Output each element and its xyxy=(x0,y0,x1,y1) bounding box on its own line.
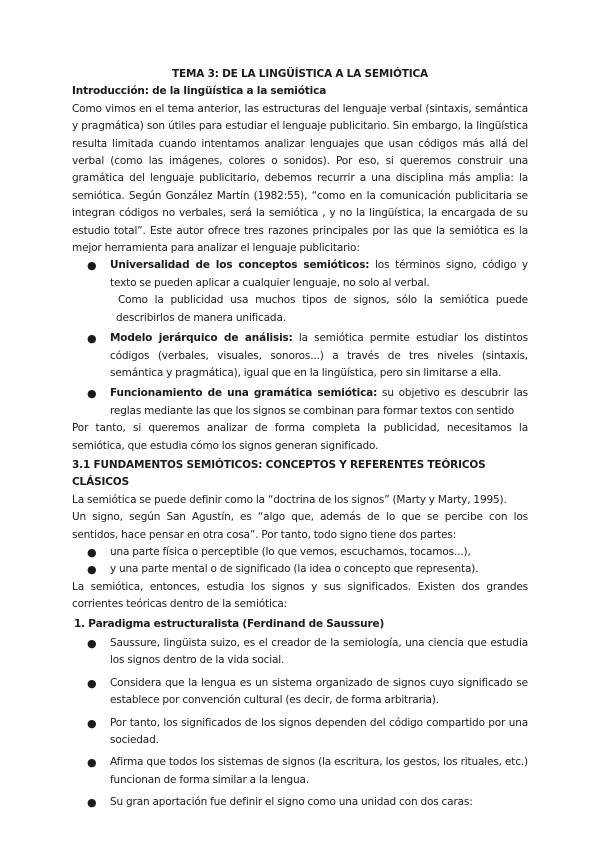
list-item xyxy=(72,385,528,420)
bullet-icon: ● xyxy=(87,676,97,690)
reasons-list xyxy=(72,257,528,292)
list-item-text: Considera que la lengua es un sistema organizado de signos cuyo significado se establece por convención cultural (es decir, de forma arbitraria). xyxy=(110,676,528,707)
list-item-text: Saussure, lingüista suizo, es el creador de la semiología, una ciencia que estudia los signos dentro de la vida social. xyxy=(110,637,528,667)
section-heading: 3.1 FUNDAMENTOS SEMIÓTICOS: CONCEPTOS Y REFERENTES TEÓRICOS CLÁSICOS xyxy=(72,458,486,489)
list-item xyxy=(72,544,528,561)
list-item xyxy=(72,561,528,578)
paradigm-points-list xyxy=(72,635,528,812)
section-paragraph: Un signo, según San Agustín, es “algo que, además de lo que se percibe con los sentidos, hace pensar en otra cosa”. Por tanto, todo signo tiene dos partes: xyxy=(72,511,528,541)
document-title: TEMA 3: DE LA LINGÜÍSTICA A LA SEMIÓTICA xyxy=(171,68,429,80)
reason-text: la semiótica permite estudiar los distintos códigos (verbales, visuales, sonoros...) a través de tres niveles (sintaxis, semántica y pragmática), igual que en la lingüística, pero sin limitarse a ella. xyxy=(110,332,528,379)
reason-text: su objetivo es descubrir las reglas mediante las que los signos se combinan para formar textos con sentido xyxy=(110,387,528,417)
list-item-text: Por tanto, los significados de los signos dependen del código compartido por una sociedad. xyxy=(110,716,528,747)
reason-text: los términos signo, código y texto se pueden aplicar a cualquier lenguaje, no solo al verbal. xyxy=(110,259,528,289)
list-item xyxy=(72,754,528,789)
list-item-text: una parte física o perceptible (lo que vemos, escuchamos, tocamos...), xyxy=(110,545,471,558)
intro-paragraph: Como vimos en el tema anterior, las estructuras del lenguaje verbal (sintaxis, semántica y pragmática) son útiles para estudiar el lenguaje publicitario. Sin embargo, la lingüística resulta limitada cuando intentamos analizar lenguajes que usan códigos más allá del verbal (como las imágenes, colores o sonidos). Por eso, si queremos construir una gramática del lenguaje publicitario, debemos recurrir a una disciplina más amplia: la semiótica. Según González Martín (1982:55), “como en la comunicación publicitaria se integran códigos no verbales, será la semiótica , y no la lingüística, la encargada de su estudio total”. Este autor ofrece tres razones principales por las que la semiótica es la mejor herramienta para analizar el lenguaje publicitario: xyxy=(72,102,528,255)
list-item-text: Afirma que todos los sistemas de signos (la escritura, los gestos, los rituales, etc.) funcionan de forma similar a la lengua. xyxy=(110,756,528,786)
reasons-list-cont xyxy=(72,330,528,420)
bullet-icon: ● xyxy=(87,563,97,577)
reason-extra: Como la publicidad usa muchos tipos de signos, sólo la semiótica puede describirlos de manera unificada. xyxy=(116,294,528,324)
reason-term: Funcionamiento de una gramática semiótica: xyxy=(110,387,378,400)
bullet-icon: ● xyxy=(87,756,97,770)
section-paragraph: La semiótica se puede definir como la “doctrina de los signos” (Marty y Marty, 1995). xyxy=(72,493,507,506)
bullet-icon: ● xyxy=(87,545,97,559)
bullet-icon: ● xyxy=(87,332,97,346)
sign-parts-list xyxy=(72,544,528,579)
reason-term: Modelo jerárquico de análisis: xyxy=(110,332,293,345)
subsection-heading: 1. Paradigma estructuralista (Ferdinand de Saussure) xyxy=(74,617,385,630)
list-item xyxy=(72,330,528,382)
list-item xyxy=(72,675,528,710)
list-item xyxy=(72,635,528,670)
intro-conclusion: Por tanto, si queremos analizar de forma completa la publicidad, necesitamos la semiótica, que estudia cómo los signos generan significado. xyxy=(72,422,528,452)
list-item-text: y una parte mental o de significado (la idea o concepto que representa). xyxy=(110,563,479,576)
bullet-icon: ● xyxy=(87,637,97,650)
list-item xyxy=(72,715,528,750)
bullet-icon: ● xyxy=(87,387,97,401)
bullet-icon: ● xyxy=(87,259,97,273)
bullet-icon: ● xyxy=(87,796,97,810)
intro-heading: Introducción: de la lingüística a la semiótica xyxy=(72,85,327,98)
list-item xyxy=(72,257,528,292)
list-item xyxy=(72,794,528,811)
list-item-text: Su gran aportación fue definir el signo como una unidad con dos caras: xyxy=(110,796,473,809)
section-paragraph: La semiótica, entonces, estudia los signos y sus significados. Existen dos grandes corrientes teóricas dentro de la semiótica: xyxy=(72,580,528,611)
bullet-icon: ● xyxy=(87,716,97,730)
reason-term: Universalidad de los conceptos semióticos: xyxy=(110,259,370,272)
